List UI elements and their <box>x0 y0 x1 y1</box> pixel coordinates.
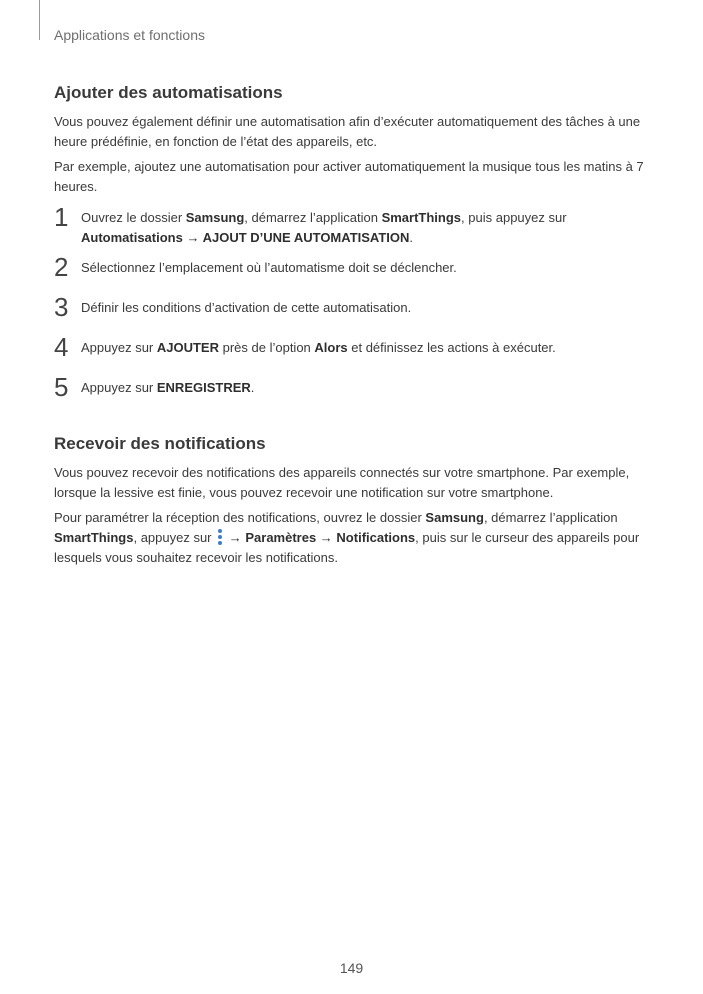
step-number: 4 <box>54 332 69 362</box>
step-text: Appuyez sur ENREGISTRER. <box>81 380 255 395</box>
running-header: Applications et fonctions <box>54 27 205 43</box>
step-text: Ouvrez le dossier Samsung, démarrez l’application SmartThings, puis appuyez sur Automatisations → AJOUT D’UNE AUTOMATISATION. <box>81 210 567 245</box>
step-4 <box>54 332 654 378</box>
notifications-instructions-paragraph: Pour paramétrer la réception des notifications, ouvrez le dossier Samsung, démarrez l’application SmartThings, appuyez sur → Paramètres → Notifications, puis sur le curseur des appareils pour lesquels vous souhaitez recevoir les notifications. <box>54 510 640 565</box>
steps-list <box>54 202 654 418</box>
automation-example-paragraph: Par exemple, ajoutez une automatisation pour activer automatiquement la musique tous les matins à 7 heures. <box>54 159 644 194</box>
section-heading-notifications: Recevoir des notifications <box>54 434 266 453</box>
step-3 <box>54 292 654 338</box>
automation-intro-paragraph: Vous pouvez également définir une automatisation afin d’exécuter automatiquement des tâches à une heure prédéfinie, en fonction de l’état des appareils, etc. <box>54 114 641 149</box>
step-5 <box>54 372 654 418</box>
step-text: Sélectionnez l’emplacement où l’automatisme doit se déclencher. <box>81 260 457 275</box>
step-1 <box>54 202 654 258</box>
notifications-section <box>54 434 654 568</box>
step-number: 1 <box>54 202 69 232</box>
page-content <box>54 83 654 573</box>
notifications-intro-paragraph: Vous pouvez recevoir des notifications des appareils connectés sur votre smartphone. Par exemple, lorsque la lessive est finie, vous pouvez recevoir une notification sur votre smartphone. <box>54 465 630 500</box>
step-number: 2 <box>54 252 69 282</box>
header-divider-line <box>39 0 40 40</box>
page-number: 149 <box>339 960 364 976</box>
step-text: Appuyez sur AJOUTER près de l’option Alors et définissez les actions à exécuter. <box>81 340 556 355</box>
step-number: 5 <box>54 372 69 402</box>
step-2 <box>54 252 654 298</box>
more-options-icon <box>217 528 223 546</box>
section-heading-automations: Ajouter des automatisations <box>54 83 283 102</box>
step-number: 3 <box>54 292 69 322</box>
step-text: Définir les conditions d’activation de cette automatisation. <box>81 300 412 315</box>
